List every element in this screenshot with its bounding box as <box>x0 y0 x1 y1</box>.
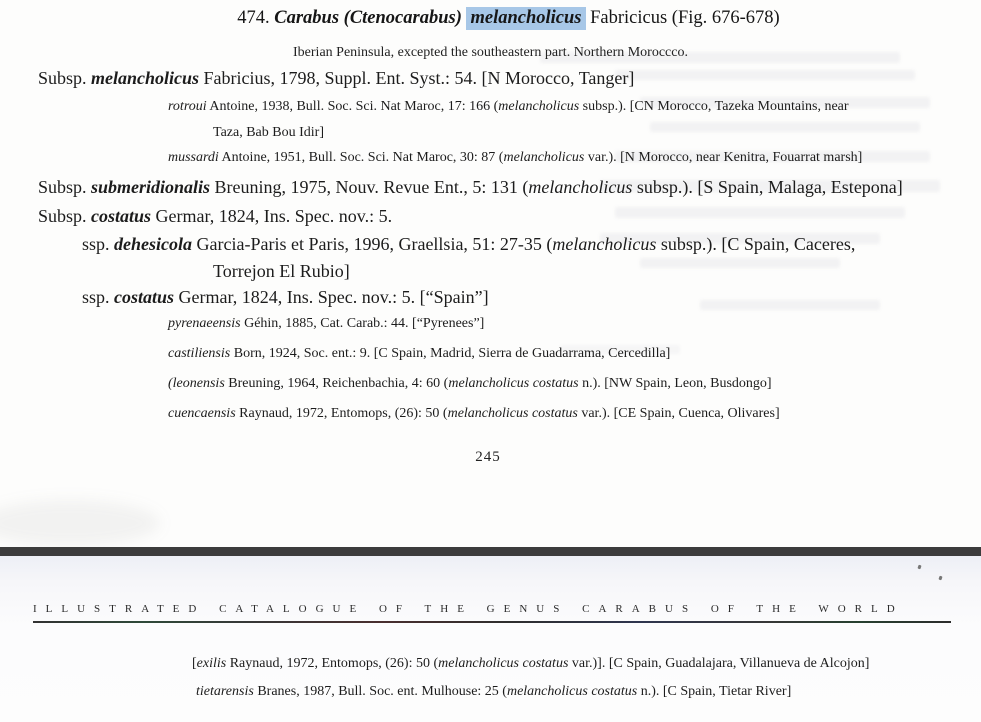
catalogue-entry-line <box>213 125 324 141</box>
catalogue-entry-line <box>192 656 869 672</box>
bleed-through-artifact <box>650 122 920 132</box>
bleed-through-artifact <box>615 70 915 80</box>
distribution-note: Iberian Peninsula, excepted the southeastern part. Northern Moroccco. <box>293 45 688 60</box>
text-segment: Germar, 1824, Ins. Spec. nov.: 5. [“Spain”] <box>174 287 489 307</box>
text-segment: melancholicus costatus <box>438 656 569 671</box>
text-segment: ssp. <box>82 234 115 254</box>
text-segment: submeridionalis <box>91 177 211 197</box>
text-segment: Subsp. <box>38 206 92 226</box>
text-segment: Raynaud, 1972, Entomops, (26): 50 ( <box>235 406 448 421</box>
text-segment: ssp. <box>82 287 115 307</box>
catalogue-entry-line <box>168 99 849 115</box>
catalogue-entry-line <box>168 406 780 422</box>
text-segment: Antoine, 1938, Bull. Soc. Sci. Nat Maroc, 17: 166 ( <box>206 99 499 114</box>
catalogue-entry-line <box>82 234 855 255</box>
text-segment: [ <box>192 656 197 671</box>
page-divider <box>0 547 981 556</box>
text-segment: melancholicus costatus <box>448 376 579 391</box>
text-segment: melancholicus <box>503 150 585 165</box>
catalogue-entry-line <box>196 684 791 700</box>
text-segment: pyrenaeensis <box>168 316 241 331</box>
text-segment: mussardi <box>168 150 219 165</box>
text-segment: subsp.). [C Spain, Caceres, <box>656 234 856 254</box>
catalogue-entry-line <box>38 68 634 89</box>
text-segment: Branes, 1987, Bull. Soc. ent. Mulhouse: 25 ( <box>253 684 507 699</box>
text-segment: Taza, Bab Bou Idir] <box>213 125 324 140</box>
text-segment: Germar, 1824, Ins. Spec. nov.: 5. <box>151 206 393 226</box>
catalogue-entry-line <box>168 150 862 166</box>
bleed-through-artifact <box>640 258 840 268</box>
text-segment: melancholicus <box>528 177 633 197</box>
text-segment: var.)]. [C Spain, Guadalajara, Villanueva de Alcojon] <box>568 656 870 671</box>
text-segment: n.). [NW Spain, Leon, Busdongo] <box>578 376 772 391</box>
bleed-through-artifact <box>700 300 880 310</box>
catalogue-entry-line <box>38 206 392 227</box>
text-segment: Torrejon El Rubio] <box>213 261 350 281</box>
text-segment: costatus <box>91 206 152 226</box>
text-segment: var.). [CE Spain, Cuenca, Olivares] <box>577 406 780 421</box>
text-segment: Subsp. <box>38 177 92 197</box>
header-rule <box>33 621 951 623</box>
text-segment: Born, 1924, Soc. ent.: 9. [C Spain, Madrid, Sierra de Guadarrama, Cercedilla] <box>230 346 671 361</box>
text-segment: castiliensis <box>168 346 231 361</box>
text-segment: melancholicus costatus <box>447 406 578 421</box>
text-segment: var.). [N Morocco, near Kenitra, Fouarrat marsh] <box>584 150 863 165</box>
text-segment: Subsp. <box>38 68 92 88</box>
text-segment: cuencaensis <box>168 406 236 421</box>
species-heading <box>0 8 981 29</box>
catalogue-entry-line <box>213 261 350 282</box>
text-segment: exilis <box>196 656 227 671</box>
text-segment: Garcia-Paris et Paris, 1996, Graellsia, 51: 27-35 ( <box>192 234 553 254</box>
text-segment: Raynaud, 1972, Entomops, (26): 50 ( <box>226 656 439 671</box>
text-segment: n.). [C Spain, Tietar River] <box>637 684 792 699</box>
bleed-through-artifact <box>615 207 905 218</box>
catalogue-entry-line <box>38 177 903 198</box>
text-segment: tietarensis <box>196 684 254 699</box>
text-segment: subsp.). [S Spain, Malaga, Estepona] <box>632 177 903 197</box>
text-segment: (leonensis <box>168 376 225 391</box>
text-segment: Breuning, 1964, Reichenbachia, 4: 60 ( <box>224 376 449 391</box>
catalogue-entry-line <box>168 376 772 392</box>
text-segment: Fabricicus (Fig. 676-678) <box>585 8 780 28</box>
text-segment: rotroui <box>168 99 207 114</box>
text-segment: costatus <box>114 287 175 307</box>
text-segment: 474. <box>237 8 275 28</box>
catalogue-entry-line <box>168 316 484 332</box>
text-segment: Géhin, 1885, Cat. Carab.: 44. [“Pyrenees”] <box>240 316 485 331</box>
bleed-through-artifact <box>0 500 160 546</box>
text-segment: melancholicus <box>91 68 200 88</box>
text-segment: melancholicus <box>498 99 580 114</box>
text-segment: melancholicus <box>552 234 657 254</box>
catalogue-entry-line <box>168 346 670 362</box>
text-segment: dehesicola <box>114 234 193 254</box>
text-segment: Antoine, 1951, Bull. Soc. Sci. Nat Maroc, 30: 87 ( <box>218 150 504 165</box>
text-segment: Fabricius, 1798, Suppl. Ent. Syst.: 54. [N Morocco, Tanger] <box>199 68 635 88</box>
running-header: ILLUSTRATED CATALOGUE OF THE GENUS CARABUS OF THE WORLD <box>33 603 904 615</box>
page-number: 245 <box>475 449 501 465</box>
text-segment: subsp.). [CN Morocco, Tazeka Mountains, near <box>579 99 849 114</box>
text-segment: Breuning, 1975, Nouv. Revue Ent., 5: 131 ( <box>210 177 529 197</box>
highlighted-term: melancholicus <box>466 7 585 30</box>
text-segment: melancholicus costatus <box>506 684 638 699</box>
catalogue-entry-line <box>82 287 489 308</box>
text-segment: Carabus (Ctenocarabus) <box>274 8 467 28</box>
